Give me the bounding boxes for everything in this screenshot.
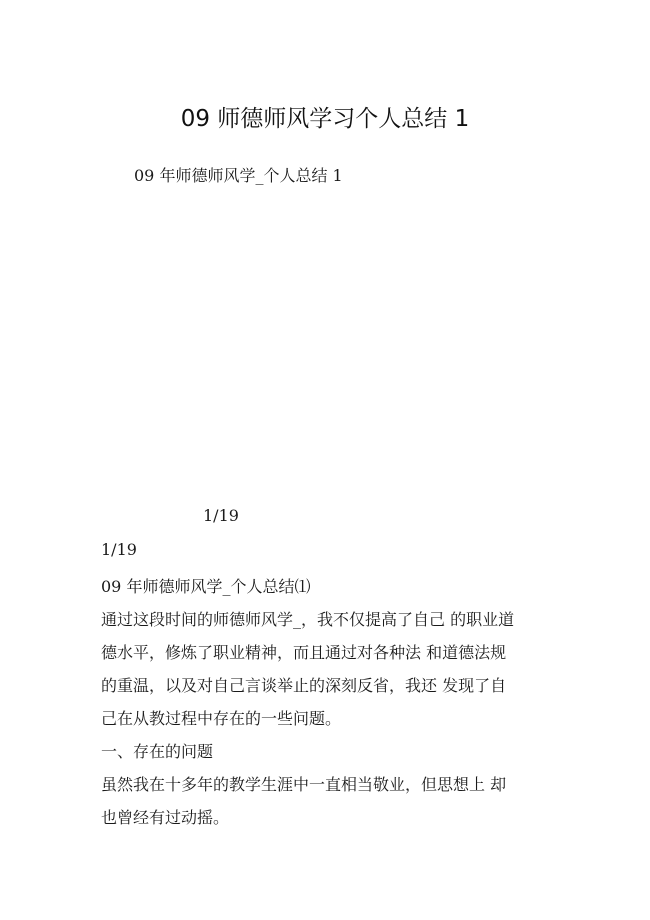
page-marker: 1/19 bbox=[203, 506, 239, 525]
document-title: 09 师德师风学习个人总结 1 bbox=[180, 106, 470, 132]
document-subtitle: 09 年师德师风学_个人总结 1 bbox=[134, 166, 343, 185]
body-text bbox=[101, 570, 561, 834]
paragraph-line: 虽然我在十多年的教学生涯中一直相当敬业，但思想上 却 bbox=[101, 775, 507, 794]
paragraph-line: 己在从教过程中存在的一些问题。 bbox=[101, 709, 342, 728]
page-marker: 1/19 bbox=[101, 540, 137, 559]
paragraph-line: 也曾经有过动摇。 bbox=[101, 808, 230, 827]
paragraph-line: 通过这段时间的师德师风学_，我不仅提高了自己 的职业道 bbox=[101, 610, 515, 629]
paragraph-line: 的重温，以及对自己言谈举止的深刻反省，我还 发现了自 bbox=[101, 676, 507, 695]
section-heading: 一、存在的问题 bbox=[101, 742, 214, 761]
paragraph-line: 德水平，修炼了职业精神，而且通过对各种法 和道德法规 bbox=[101, 643, 507, 662]
section-heading: 09 年师德师风学_个人总结⑴ bbox=[101, 577, 311, 596]
